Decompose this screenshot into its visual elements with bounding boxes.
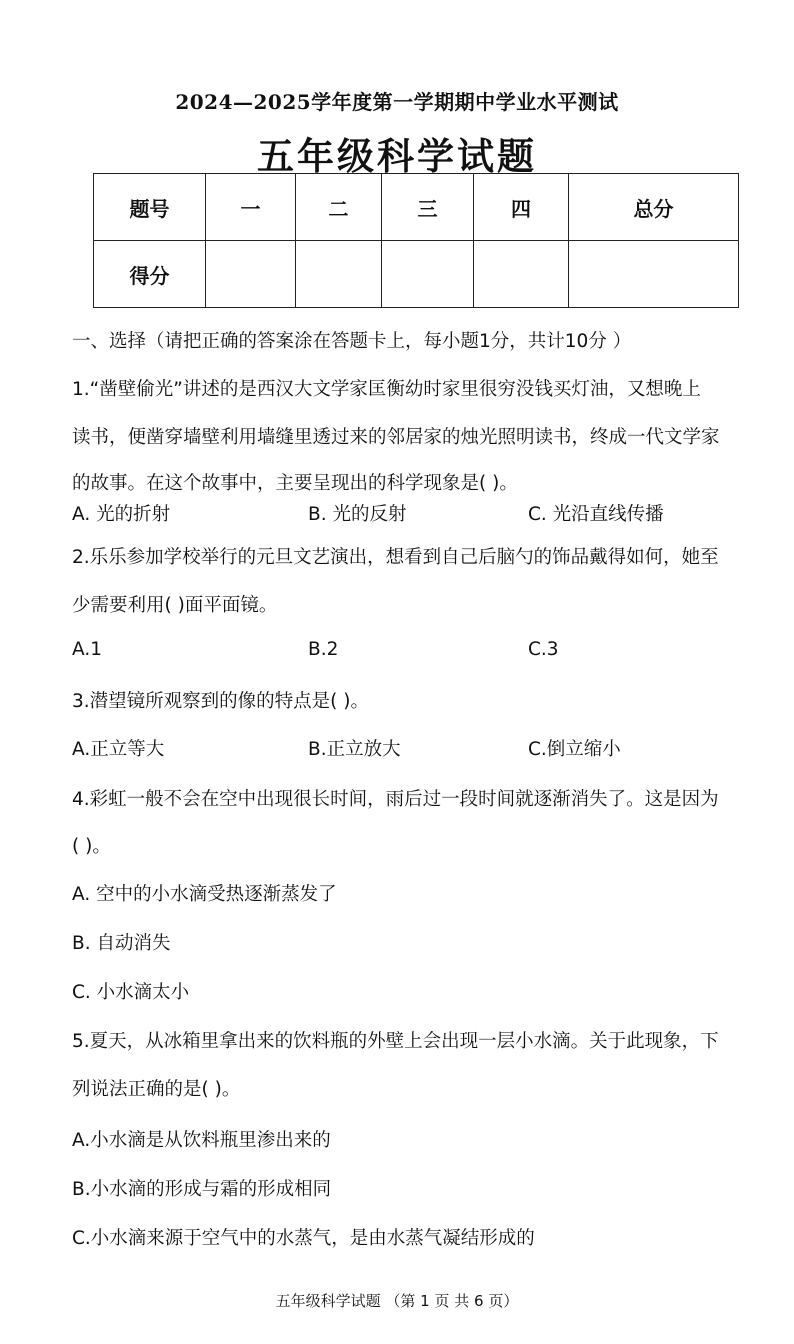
option-b: B.小水滴的形成与霜的形成相同 xyxy=(72,1179,332,1200)
score-blank-cell xyxy=(206,241,296,308)
page-footer: 五年级科学试题 （第 1 页 共 6 页） xyxy=(275,1292,519,1310)
score-table-cell: 总分 xyxy=(569,174,739,241)
score-blank-cell xyxy=(296,241,382,308)
question-line: 4.彩虹一般不会在空中出现很长时间，雨后过一段时间就逐渐消失了。这是因为 xyxy=(72,789,719,810)
score-table-cell: 四 xyxy=(474,174,569,241)
option-b: B.正立放大 xyxy=(308,739,401,760)
question-line: 3.潜望镜所观察到的像的特点是( )。 xyxy=(72,691,369,712)
option-c: C.3 xyxy=(528,639,559,660)
option-b: B. 自动消失 xyxy=(72,933,171,954)
question-line: 少需要利用( )面平面镜。 xyxy=(72,595,278,616)
option-c: C. 光沿直线传播 xyxy=(528,504,664,525)
score-table-score-row xyxy=(94,241,739,308)
score-table-header-row xyxy=(94,174,739,241)
question-line: 2.乐乐参加学校举行的元旦文艺演出，想看到自己后脑勺的饰品戴得如何，她至 xyxy=(72,547,719,568)
score-table xyxy=(93,173,739,308)
option-c: C. 小水滴太小 xyxy=(72,982,190,1003)
score-table-cell: 得分 xyxy=(94,241,206,308)
option-b: B.2 xyxy=(308,639,339,660)
question-line: 5.夏天，从冰箱里拿出来的饮料瓶的外壁上会出现一层小水滴。关于此现象，下 xyxy=(72,1031,719,1052)
score-table-cell: 题号 xyxy=(94,174,206,241)
option-a: A.正立等大 xyxy=(72,739,165,760)
option-a: A.小水滴是从饮料瓶里渗出来的 xyxy=(72,1130,331,1151)
option-a: A. 空中的小水滴受热逐渐蒸发了 xyxy=(72,884,337,905)
question-line: 读书，便凿穿墙壁利用墙缝里透过来的邻居家的烛光照明读书，终成一代文学家 xyxy=(72,427,720,448)
question-line: 的故事。在这个故事中，主要呈现出的科学现象是( )。 xyxy=(72,473,518,494)
option-c: C.倒立缩小 xyxy=(528,739,621,760)
question-line: 1.“凿壁偷光”讲述的是西汉大文学家匡衡幼时家里很穷没钱买灯油，又想晚上 xyxy=(72,379,701,400)
exam-subtitle: 2024—2025学年度第一学期期中学业水平测试 xyxy=(175,90,619,114)
option-b: B. 光的反射 xyxy=(308,504,407,525)
question-line: ( )。 xyxy=(72,836,111,857)
score-table-cell: 三 xyxy=(382,174,474,241)
exam-title: 五年级科学试题 xyxy=(257,134,537,178)
option-a: A. 光的折射 xyxy=(72,504,171,525)
score-table-cell: 二 xyxy=(296,174,382,241)
score-blank-cell xyxy=(474,241,569,308)
section-heading: 一、选择（请把正确的答案涂在答题卡上，每小题1分，共计10分 ） xyxy=(72,331,632,352)
score-blank-cell xyxy=(382,241,474,308)
question-line: 列说法正确的是( )。 xyxy=(72,1079,241,1100)
option-c: C.小水滴来源于空气中的水蒸气，是由水蒸气凝结形成的 xyxy=(72,1228,535,1249)
option-a: A.1 xyxy=(72,639,102,660)
score-blank-cell xyxy=(569,241,739,308)
score-table-cell: 一 xyxy=(206,174,296,241)
